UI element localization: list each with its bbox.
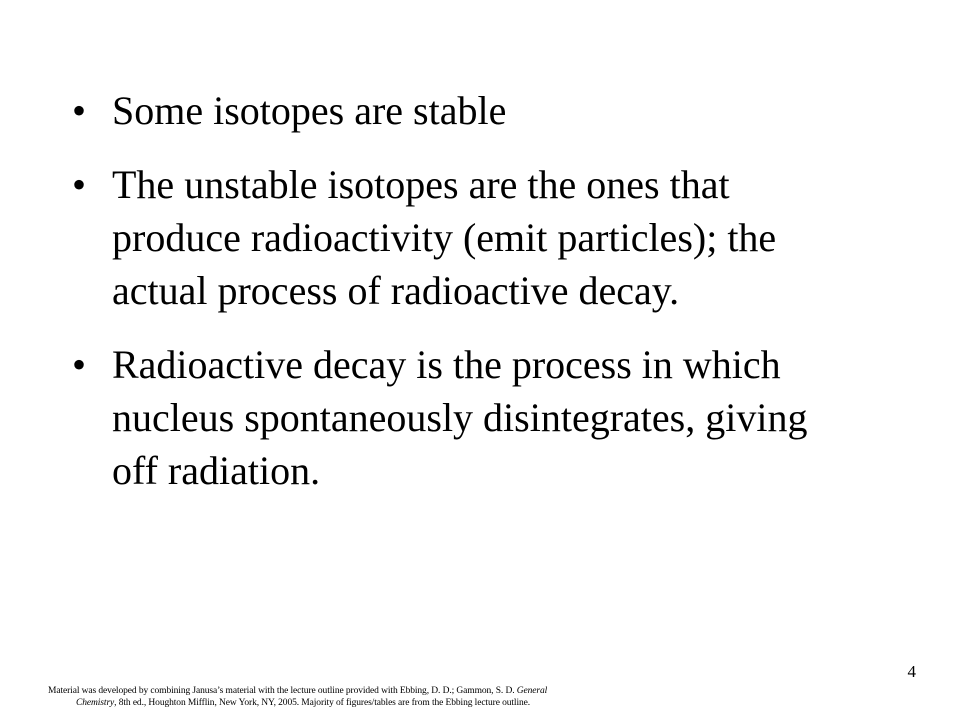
bullet-marker: •	[72, 342, 87, 387]
bullet-text: Some isotopes are stable	[112, 88, 507, 133]
page-number: 4	[907, 662, 916, 681]
bullet-text: The unstable isotopes are the ones that produce radioactivity (emit particles); the actual process of radioactive decay.	[112, 162, 777, 313]
bullet-item-radioactive-decay	[72, 338, 852, 497]
footnote-line-1	[48, 685, 688, 697]
footnote-book-title: General	[516, 686, 548, 696]
bullet-item-unstable-isotopes	[72, 158, 852, 317]
source-footnote	[48, 685, 688, 709]
bullet-marker: •	[72, 88, 87, 133]
bullet-list	[72, 84, 852, 518]
footnote-text: , 8th ed., Houghton Mifflin, New York, NY, 2005. Majority of figures/tables are from the Ebbing lecture outline.	[114, 698, 531, 708]
footnote-book-title: Chemistry	[76, 698, 115, 708]
bullet-marker: •	[72, 162, 87, 207]
bullet-text: Radioactive decay is the process in which nucleus spontaneously disintegrates, giving off radiation.	[112, 342, 808, 493]
footnote-line-2	[48, 697, 688, 709]
bullet-item-stable-isotopes	[72, 84, 852, 137]
footnote-text: Material was developed by combining Janusa’s material with the lecture outline provided with Ebbing, D. D.; Gammon, S. D.	[48, 686, 517, 696]
